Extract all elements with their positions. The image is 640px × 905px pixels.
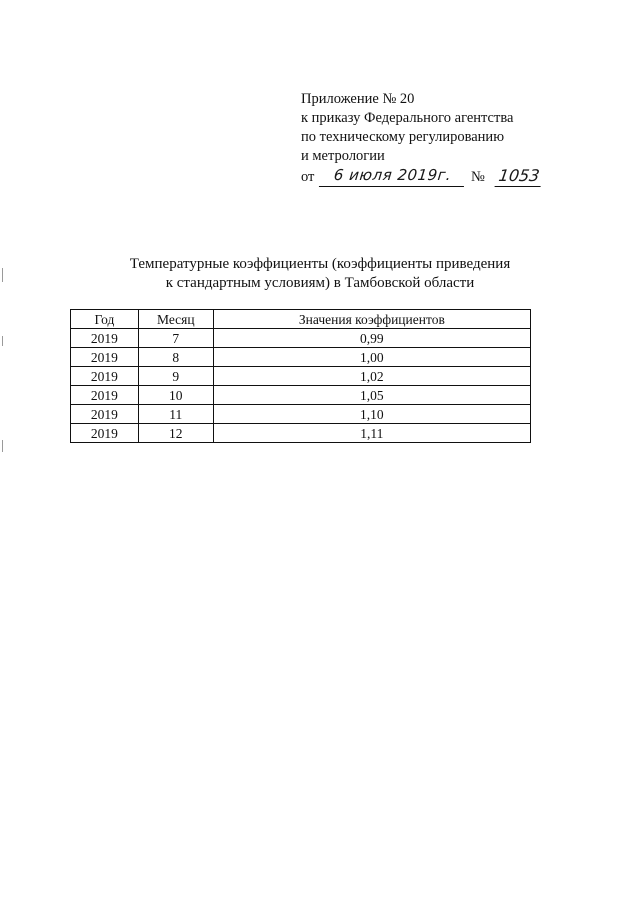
cell-month: 12 [138, 424, 213, 443]
column-header-month: Месяц [138, 310, 213, 329]
column-header-year: Год [71, 310, 139, 329]
cell-value: 1,05 [213, 386, 530, 405]
cell-year: 2019 [71, 329, 139, 348]
table-row [71, 424, 531, 443]
appendix-line: и метрологии [301, 148, 385, 164]
from-label: от [301, 169, 315, 185]
handwritten-order-number: 1053 [495, 166, 544, 187]
table-row [71, 329, 531, 348]
document-title [100, 255, 540, 293]
number-label: № [471, 169, 485, 185]
cell-value: 1,00 [213, 348, 530, 367]
table-row [71, 367, 531, 386]
cell-value: 1,11 [213, 424, 530, 443]
order-reference-line [301, 166, 601, 188]
scan-edge-mark [2, 336, 3, 346]
cell-year: 2019 [71, 386, 139, 405]
cell-year: 2019 [71, 405, 139, 424]
cell-month: 11 [138, 405, 213, 424]
cell-value: 0,99 [213, 329, 530, 348]
title-line: к стандартным условиям) в Тамбовской области [165, 275, 475, 291]
cell-month: 8 [138, 348, 213, 367]
appendix-line: к приказу Федерального агентства [301, 110, 514, 126]
cell-month: 7 [138, 329, 213, 348]
appendix-line: по техническому регулированию [301, 129, 505, 145]
table-row [71, 348, 531, 367]
cell-value: 1,02 [213, 367, 530, 386]
cell-value: 1,10 [213, 405, 530, 424]
cell-year: 2019 [71, 424, 139, 443]
table-header-row [71, 310, 531, 329]
table-row [71, 386, 531, 405]
appendix-line: Приложение № 20 [301, 91, 415, 107]
coefficients-table [70, 309, 531, 443]
table-row [71, 405, 531, 424]
scan-edge-mark [2, 268, 3, 282]
scan-edge-mark [2, 440, 3, 452]
cell-month: 9 [138, 367, 213, 386]
title-line: Температурные коэффициенты (коэффициенты приведения [129, 256, 511, 272]
cell-year: 2019 [71, 348, 139, 367]
handwritten-date: 6 июля 2019г. [319, 166, 466, 187]
appendix-header [301, 90, 601, 188]
cell-year: 2019 [71, 367, 139, 386]
column-header-value: Значения коэффициентов [213, 310, 530, 329]
cell-month: 10 [138, 386, 213, 405]
